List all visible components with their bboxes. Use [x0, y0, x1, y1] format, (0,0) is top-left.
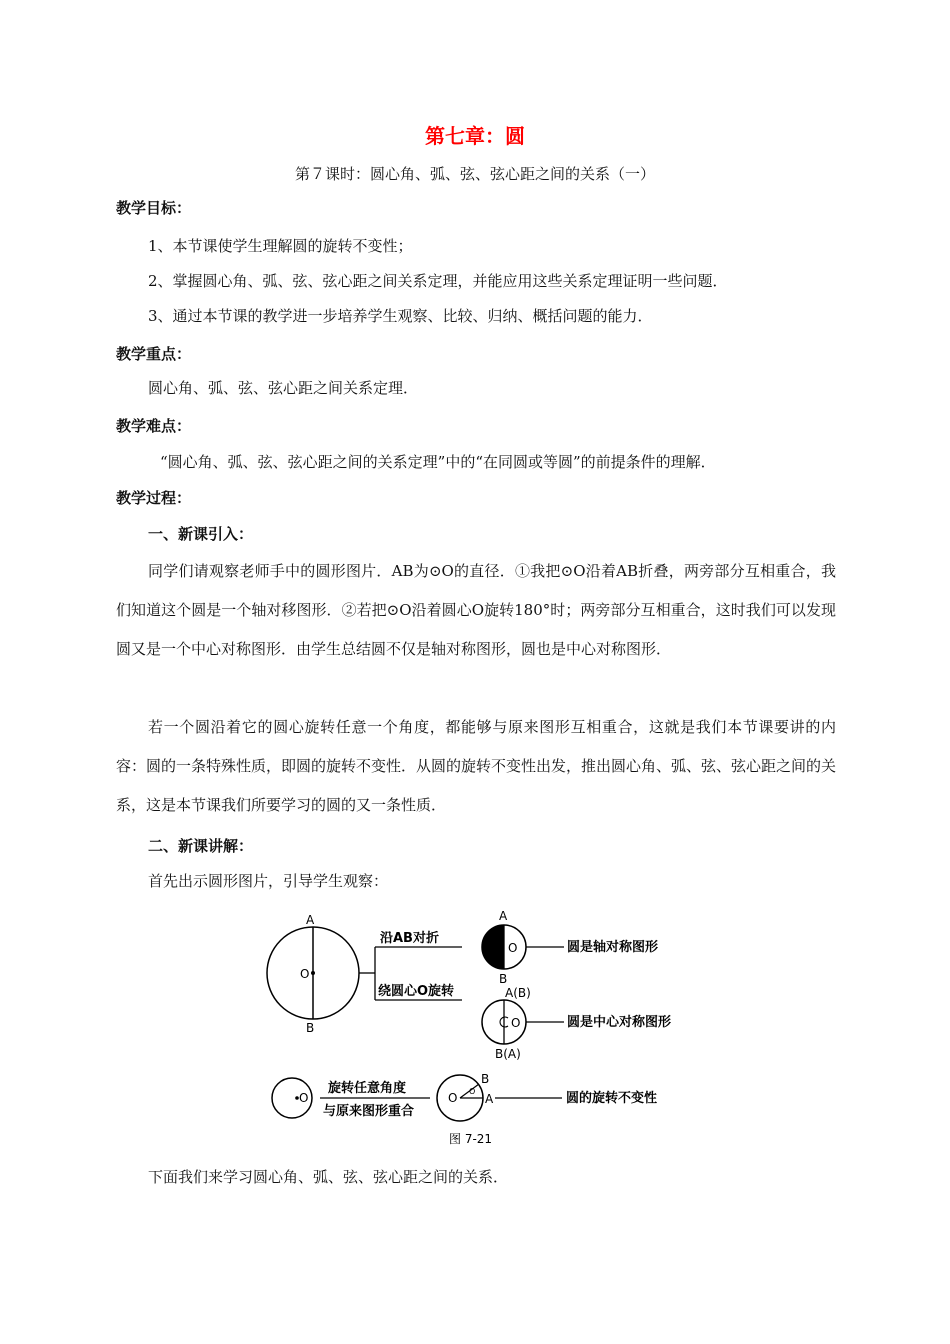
- shaded-half: [482, 925, 504, 969]
- coincide-label: 与原来图形重合: [323, 1104, 415, 1119]
- objective-item: 2、掌握圆心角、弧、弦、弦心距之间关系定理，并能应用这些关系定理证明一些问题．: [148, 272, 728, 290]
- axis-point-a: A: [499, 909, 508, 923]
- rotated-point-b: B: [481, 1072, 490, 1086]
- key-points-heading: 教学重点：: [116, 345, 192, 363]
- center-sym-point-o: O: [511, 1016, 521, 1030]
- invariance-result-label: 圆的旋转不变性: [566, 1091, 658, 1106]
- circle-rotation-diagram: [262, 905, 702, 1150]
- section2-intro: 首先出示圆形图片，引导学生观察：: [148, 872, 389, 890]
- rotated-point-a: A: [485, 1092, 494, 1106]
- intro-paragraph-1: 同学们请观察老师手中的圆形图片．AB为⊙O的直径．①我把⊙O沿着AB折叠，两旁部分互相重合，我们知道这个圆是一个轴对移图形．②若把⊙O沿着圆心O旋转180°时；两旁部分互相重合，这时我们可以发现圆又是一个中心对称图形．由学生总结圆不仅是轴对称图形，圆也是中心对称图形．: [116, 562, 836, 658]
- point-a-b-label: A(B): [505, 986, 531, 1000]
- rotated-point-o: O: [448, 1091, 458, 1105]
- section2-closing: 下面我们来学习圆心角、弧、弦、弦心距之间的关系．: [148, 1168, 509, 1186]
- intro-paragraph-2: 若一个圆沿着它的圆心旋转任意一个角度，都能够与原来图形互相重合，这就是我们本节课要讲的内容：圆的一条特殊性质，即圆的旋转不变性．从圆的旋转不变性出发，推出圆心角、弧、弦、弦心距之间的关系，这是本节课我们所要学习的圆的又一条性质．: [116, 718, 837, 814]
- fold-label: 沿AB对折: [380, 931, 439, 946]
- center-result-label: 圆是中心对称图形: [567, 1015, 672, 1030]
- lesson-title: 第７课时：圆心角、弧、弦、弦心距之间的关系（一）: [294, 165, 655, 183]
- axis-point-b: B: [499, 972, 508, 986]
- section2-heading: 二、新课讲解：: [148, 837, 254, 855]
- small-circle-o: O: [299, 1091, 309, 1105]
- objective-item: 1、本节课使学生理解圆的旋转不变性；: [148, 237, 413, 255]
- angle-label: O: [469, 1087, 476, 1096]
- point-b-label: B: [306, 1021, 315, 1035]
- key-points-text: 圆心角、弧、弦、弦心距之间关系定理．: [148, 379, 419, 397]
- point-b-a-label: B(A): [495, 1047, 521, 1061]
- center-dot: [311, 971, 315, 975]
- section1-heading: 一、新课引入：: [148, 525, 254, 543]
- rotate-label: 绕圆心O旋转: [378, 984, 455, 999]
- difficulties-text: “圆心角、弧、弦、弦心距之间的关系定理”中的“在同圆或等圆”的前提条件的理解．: [160, 453, 716, 471]
- axis-point-o: O: [508, 941, 518, 955]
- objective-item: 3、通过本节课的教学进一步培养学生观察、比较、归纳、概括问题的能力．: [148, 307, 653, 325]
- difficulties-heading: 教学难点：: [116, 417, 192, 435]
- any-angle-label: 旋转任意角度: [328, 1081, 407, 1096]
- chapter-title: 第七章：圆: [425, 124, 525, 148]
- point-a-label: A: [306, 913, 315, 927]
- figure-caption: 图 7-21: [449, 1132, 493, 1146]
- process-heading: 教学过程：: [116, 489, 192, 507]
- axis-result-label: 圆是轴对称图形: [567, 940, 659, 955]
- objectives-heading: 教学目标：: [116, 199, 192, 217]
- point-o-label: O: [300, 967, 310, 981]
